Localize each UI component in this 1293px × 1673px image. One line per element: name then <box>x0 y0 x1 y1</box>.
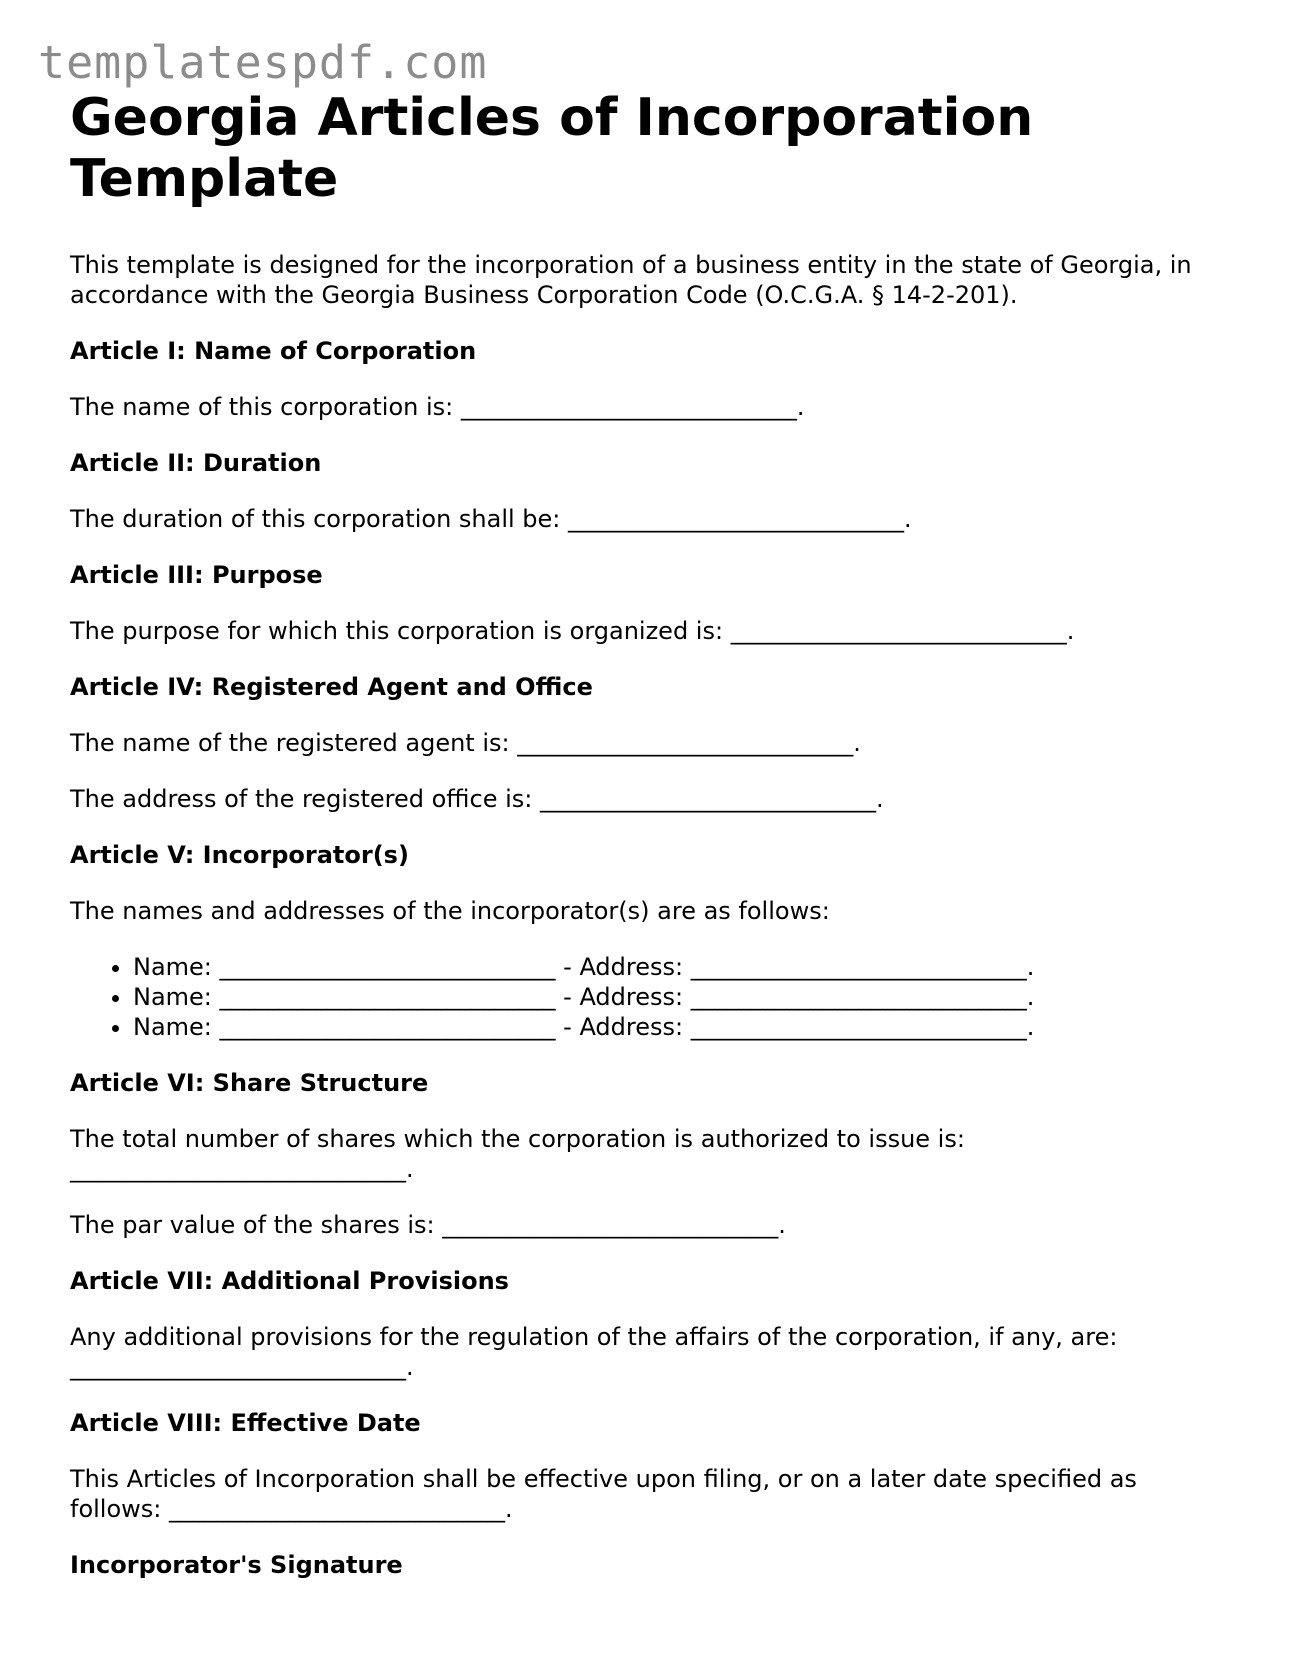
article-2-heading: Article II: Duration <box>70 449 322 477</box>
total-shares-text: The total number of shares which the corporation is authorized to issue is: ____________________________. <box>70 1125 965 1183</box>
incorporator-item: • Name: ____________________________ - Address: ____________________________. <box>133 982 1230 1012</box>
article-6-heading: Article VI: Share Structure <box>70 1069 429 1097</box>
document-body <box>70 88 1230 1580</box>
article-4-heading: Article IV: Registered Agent and Office <box>70 673 593 701</box>
article-7-heading: Article VII: Additional Provisions <box>70 1267 509 1295</box>
article-5-text: The names and addresses of the incorporator(s) are as follows: <box>70 897 830 925</box>
article-8-heading: Article VIII: Effective Date <box>70 1409 421 1437</box>
incorporator-item: • Name: ____________________________ - Address: ____________________________. <box>133 952 1230 982</box>
article-1-text: The name of this corporation is: ____________________________. <box>70 393 805 421</box>
par-value-text: The par value of the shares is: ____________________________. <box>70 1211 786 1239</box>
signature-heading: Incorporator's Signature <box>70 1551 403 1579</box>
page-title: Georgia Articles of Incorporation Template <box>70 88 1034 209</box>
watermark: templatespdf.com <box>38 36 488 89</box>
article-8-text: This Articles of Incorporation shall be effective upon filing, or on a later date specified as follows: ____________________________. <box>70 1465 1137 1523</box>
intro-paragraph: This template is designed for the incorporation of a business entity in the state of Georgia, in accordance with the Georgia Business Corporation Code (O.C.G.A. § 14-2-201). <box>70 251 1192 309</box>
article-3-text: The purpose for which this corporation is organized is: ____________________________. <box>70 617 1075 645</box>
article-3-heading: Article III: Purpose <box>70 561 323 589</box>
article-5-heading: Article V: Incorporator(s) <box>70 841 409 869</box>
article-2-text: The duration of this corporation shall be: ____________________________. <box>70 505 912 533</box>
incorporator-list <box>70 952 1230 1042</box>
registered-office-text: The address of the registered office is: ____________________________. <box>70 785 884 813</box>
article-7-text: Any additional provisions for the regulation of the affairs of the corporation, if any, are: ____________________________. <box>70 1323 1118 1381</box>
incorporator-item: • Name: ____________________________ - Address: ____________________________. <box>133 1012 1230 1042</box>
article-1-heading: Article I: Name of Corporation <box>70 337 477 365</box>
registered-agent-text: The name of the registered agent is: ____________________________. <box>70 729 861 757</box>
